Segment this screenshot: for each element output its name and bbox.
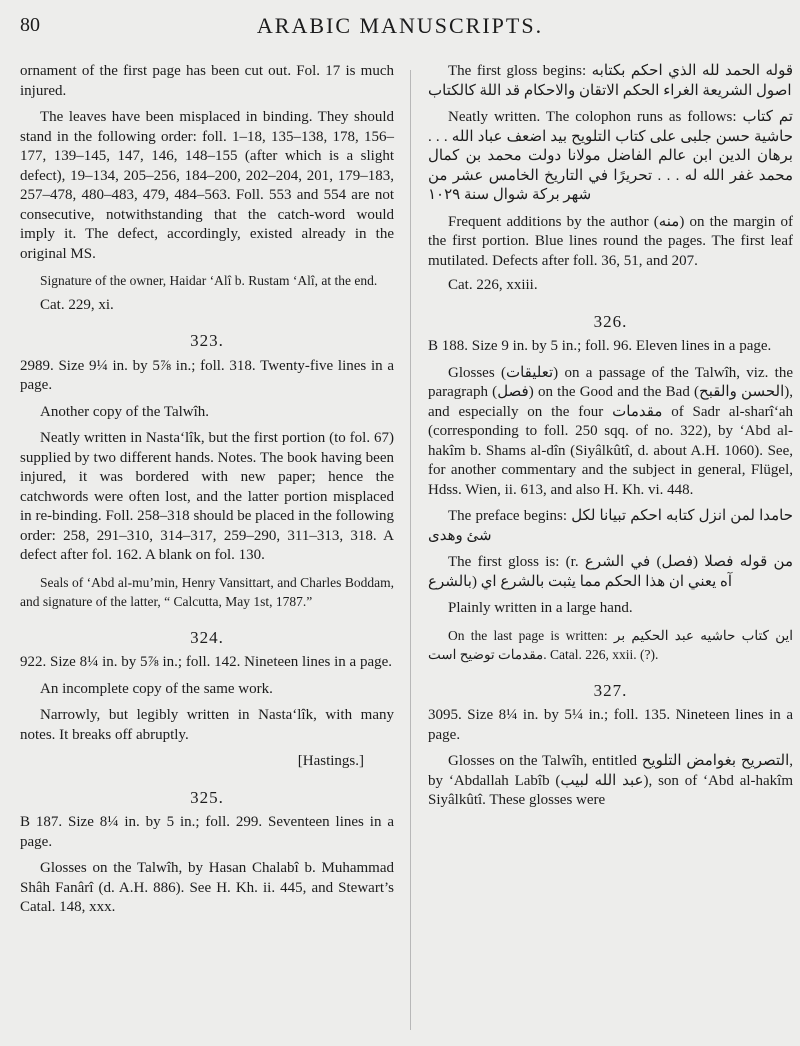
paragraph: ornament of the first page has been cut out. Fol. 17 is much injured.: [20, 63, 394, 99]
paragraph: Glosses on the Talwîh, by Hasan Chalabî b. Muhammad Shâh Fanârî (d. A.H. 886). See H. Kh. ii. 445, and Stewart’s Catal. 148, xxx.: [20, 860, 394, 915]
paragraph: The first gloss is: (r. من قوله فصلا (فصل) في الشرع بالشرع) آه يعني ان هذا الحكم مما يثبت بالشرع اي: [428, 554, 793, 590]
paragraph: Neatly written. The colophon runs as follows: تم كتاب حاشية حسن جلبى على كتاب التلويح بيد اضعف عباد الله . . . برهان الدين ابن عالم الفاضل مولانا دولت محمد بن كمال محمد غفر الله له . . . تحريرًا في التاريخ الخامس عشر من شهر بركة شوال سنة ١٠٢٩: [428, 109, 793, 203]
paragraph: The first gloss begins: قوله الحمد لله الذي احكم بكتابه اصول الشريعة الغراء الحكم الاتقان والاحكام قد اللة كالكتاب: [428, 63, 794, 99]
left-column: [20, 62, 394, 918]
catalogue-reference: Cat. 226, xxiii.: [448, 277, 538, 293]
right-column: [428, 62, 793, 811]
page-number: 80: [20, 14, 40, 36]
running-title: ARABIC MANUSCRIPTS.: [256, 13, 544, 38]
catalogue-reference: Cat. 229, xi.: [40, 296, 114, 313]
paragraph: On the last page is written: اين كتاب حاشيه عبد الحكيم بر مقدمات توضيح است. Catal. 226, xxii. (?).: [428, 627, 794, 662]
paragraph: Seals of ‘Abd al-mu’min, Henry Vansittart, and Charles Boddam, and signature of the latter, “ Calcutta, May 1st, 1787.”: [20, 574, 394, 609]
paragraph: Glosses on the Talwîh, entitled التصريح بغوامض التلويح, by ‘Abdallah Labîb (عبد الله لبيب), son of ‘Abd al-hakîm Siyâlkûtî. These glosses were: [428, 753, 794, 808]
paragraph: 2989. Size 9¼ in. by 5⅞ in.; foll. 318. Twenty-five lines in a page.: [20, 357, 394, 393]
page-header: [0, 12, 800, 42]
column-divider: [410, 70, 411, 1030]
paragraph: B 188. Size 9 in. by 5 in.; foll. 96. Eleven lines in a page.: [428, 338, 772, 354]
paragraph: Glosses (تعليقات) on a passage of the Talwîh, viz. the paragraph (فصل) on the Good and the Bad (الحسن والقبح), and especially on the four مقدمات of Sadr al-sharî‘ah (corresponding to foll. 250 sqq. of no. 322), by ‘Abd al-hakîm b. Shams al-dîn (Siyâlkûtî, d. about A.H. 1060). See, for another commentary and the subject in general, Flügel, Hdss. Wien, ii. 613, and also H. Kh. vi. 448.: [428, 364, 794, 498]
paragraph: An incomplete copy of the same work.: [40, 680, 273, 697]
entry-number: 324.: [190, 627, 224, 647]
paragraph: The leaves have been misplaced in binding. They should stand in the following order: foll. 1–18, 135–138, 178, 156–177, 139–145, 147, 146, 148–155 (after which is a slight defect), 19–134, 205–256, 184–200, 202–204, 201, 179–183, 257–478, 480–483, 479, 484–563. Foll. 553 and 554 are not consecutive, notwithstanding that the catch-word would imply it. The defect, accordingly, existed already in the original MS.: [20, 109, 394, 262]
paragraph: 922. Size 8¼ in. by 5⅞ in.; foll. 142. Nineteen lines in a page.: [20, 654, 393, 670]
entry-number: 325.: [190, 787, 224, 807]
paragraph: The preface begins: حامدا لمن انزل كتابه احكم تبيانا لكل شئ وهدى: [428, 508, 794, 544]
entry-number: 327.: [593, 680, 628, 700]
paragraph: Plainly written in a large hand.: [448, 600, 633, 616]
paragraph: B 187. Size 8¼ in. by 5 in.; foll. 299. Seventeen lines in a page.: [20, 814, 394, 850]
entry-number: 323.: [190, 331, 224, 350]
paragraph: Signature of the owner, Haidar ‘Alî b. Rustam ‘Alî, at the end.: [40, 273, 378, 288]
paragraph: Narrowly, but legibly written in Nasta‘lîk, with many notes. It breaks off abruptly.: [20, 707, 394, 743]
paragraph: Neatly written in Nasta‘lîk, but the first portion (to fol. 67) supplied by two different hands. Notes. The book having been injured, it was bordered with new paper; hence the catchwords were often lost, and the latter portion misplaced in re-binding. Foll. 258–318 should be placed in the following order: 258, 291–310, 314–317, 259–290, 311–313, 318. A defect after fol. 162. A blank on fol. 130.: [20, 430, 394, 563]
paragraph: 3095. Size 8¼ in. by 5¼ in.; foll. 135. Nineteen lines in a page.: [428, 707, 793, 743]
paragraph: Frequent additions by the author (منه) on the margin of the first portion. Blue lines round the pages. The first leaf mutilated. Defects after foll. 36, 51, and 207.: [428, 213, 793, 269]
entry-number: 326.: [593, 311, 628, 331]
paragraph: Another copy of the Talwîh.: [40, 403, 210, 420]
provenance: [Hastings.]: [297, 753, 364, 769]
